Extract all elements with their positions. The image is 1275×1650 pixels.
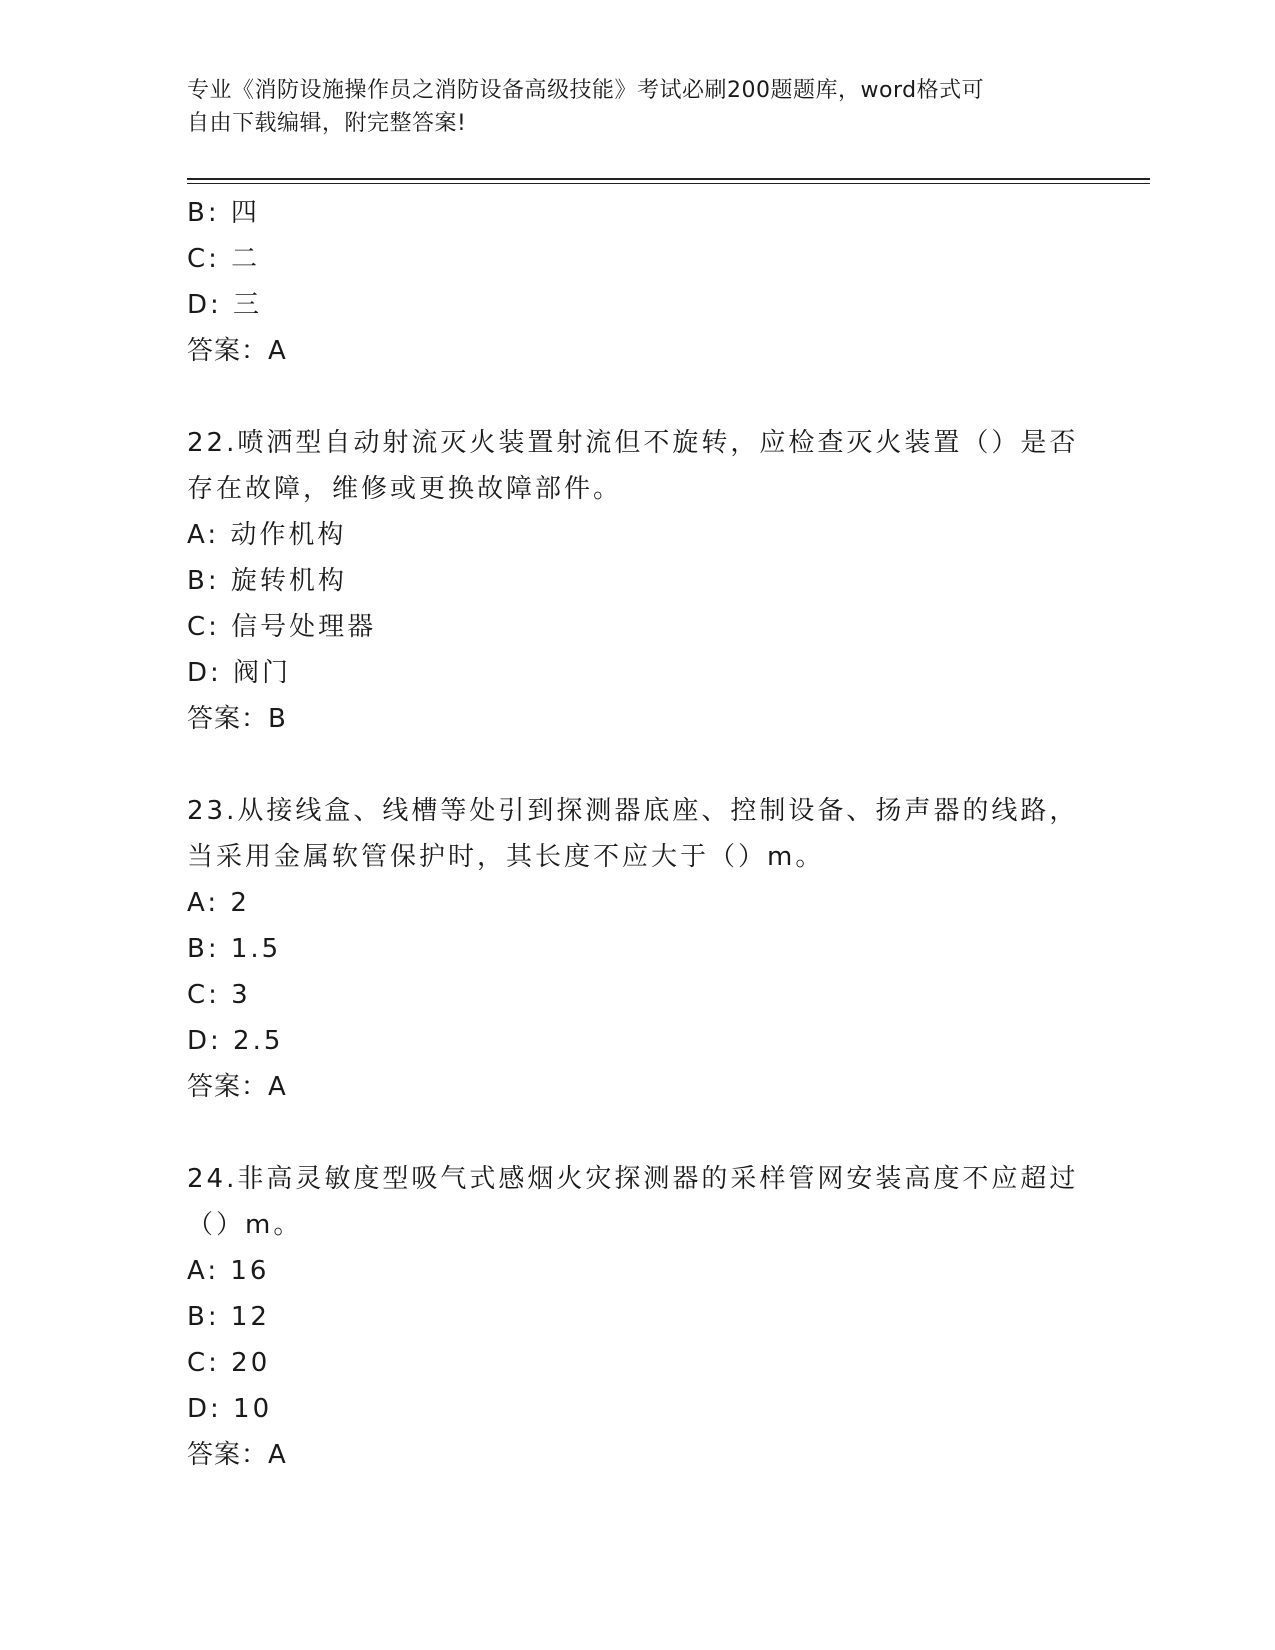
answer-line: 答案：A <box>187 1072 287 1102</box>
option-b: B: 1.5 <box>187 934 282 964</box>
option-c: C: 二 <box>187 244 261 274</box>
document-body <box>187 190 1087 1478</box>
option-a: A: 16 <box>187 1256 270 1286</box>
prev-question-tail <box>187 190 1087 374</box>
header-title-line-2: 自由下载编辑，附完整答案! <box>187 111 467 136</box>
question-stem-line-2: 当采用金属软管保护时，其长度不应大于（）m。 <box>187 842 825 872</box>
option-a: A: 2 <box>187 888 250 918</box>
option-c: C: 3 <box>187 980 251 1010</box>
option-b: B: 四 <box>187 198 260 228</box>
option-d: D: 10 <box>187 1394 273 1424</box>
answer-line: 答案：A <box>187 336 287 366</box>
question-23 <box>187 788 1087 1110</box>
question-stem <box>187 788 1087 880</box>
question-stem-line-1: 22.喷洒型自动射流灭火装置射流但不旋转，应检查灭火装置（）是否 <box>187 428 1079 458</box>
answer-line: 答案：B <box>187 704 287 734</box>
option-b: B: 旋转机构 <box>187 566 347 596</box>
option-d: D: 2.5 <box>187 1026 284 1056</box>
option-a: A: 动作机构 <box>187 520 347 550</box>
question-24 <box>187 1156 1087 1478</box>
option-c: C: 20 <box>187 1348 271 1378</box>
question-stem <box>187 1156 1087 1248</box>
option-b: B: 12 <box>187 1302 270 1332</box>
question-stem <box>187 420 1087 512</box>
page-header <box>187 74 1087 140</box>
question-stem-line-1: 23.从接线盒、线槽等处引到探测器底座、控制设备、扬声器的线路， <box>187 796 1079 826</box>
question-22 <box>187 420 1087 742</box>
option-c: C: 信号处理器 <box>187 612 377 642</box>
header-title-line-1: 专业《消防设施操作员之消防设备高级技能》考试必刷200题题库，word格式可 <box>187 78 985 103</box>
answer-line: 答案：A <box>187 1440 287 1470</box>
option-d: D: 三 <box>187 290 263 320</box>
option-d: D: 阀门 <box>187 658 292 688</box>
question-stem-line-2: 存在故障，维修或更换故障部件。 <box>187 474 623 504</box>
header-divider <box>187 178 1150 180</box>
question-stem-line-2: （）m。 <box>187 1210 303 1240</box>
question-stem-line-1: 24.非高灵敏度型吸气式感烟火灾探测器的采样管网安装高度不应超过 <box>187 1164 1079 1194</box>
header-divider-thin <box>187 183 1150 184</box>
